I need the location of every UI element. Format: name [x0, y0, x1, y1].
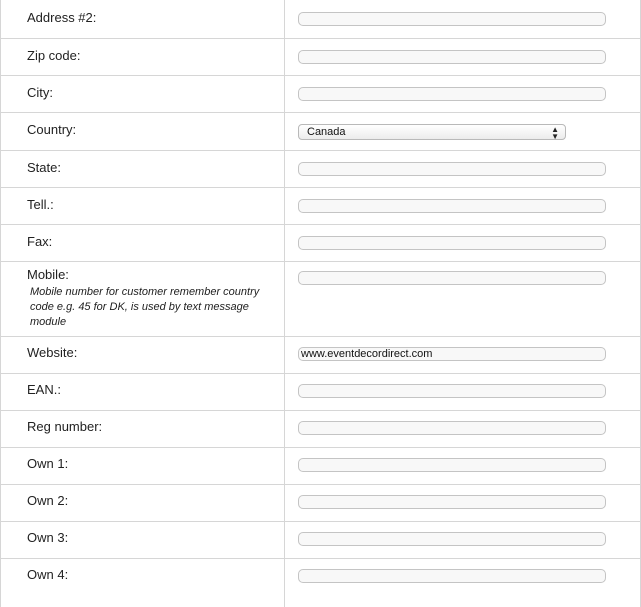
zip-label: Zip code: — [27, 48, 81, 63]
city-input[interactable] — [298, 87, 606, 101]
mobile-input[interactable] — [298, 271, 606, 285]
website-input[interactable]: www.eventdecordirect.com — [298, 347, 606, 361]
own3-label: Own 3: — [27, 530, 69, 545]
row-own2 — [1, 485, 640, 522]
own1-input[interactable] — [298, 458, 606, 472]
website-label: Website: — [27, 345, 78, 360]
own2-label: Own 2: — [27, 493, 69, 508]
row-own4 — [1, 559, 640, 607]
state-label: State: — [27, 160, 61, 175]
mobile-help-text: Mobile number for customer remember country code e.g. 45 for DK, is used by text message module — [30, 286, 260, 328]
own4-input[interactable] — [298, 569, 606, 583]
row-address2 — [1, 0, 640, 39]
city-label: City: — [27, 85, 53, 100]
own1-label: Own 1: — [27, 456, 69, 471]
ean-label: EAN.: — [27, 382, 61, 397]
state-input[interactable] — [298, 162, 606, 176]
updown-arrows-icon: ▲ ▼ — [551, 125, 559, 141]
address2-input[interactable] — [298, 12, 606, 26]
country-label: Country: — [27, 122, 77, 137]
own2-input[interactable] — [298, 495, 606, 509]
row-tell — [1, 188, 640, 225]
tell-label: Tell.: — [27, 197, 54, 212]
tell-input[interactable] — [298, 199, 606, 213]
reg-number-input[interactable] — [298, 421, 606, 435]
row-mobile — [1, 262, 640, 337]
row-website — [1, 337, 640, 374]
row-country — [1, 113, 640, 151]
row-reg-number — [1, 411, 640, 448]
address2-label: Address #2: — [27, 10, 97, 25]
fax-label: Fax: — [27, 234, 53, 249]
country-select[interactable] — [298, 124, 566, 140]
row-own3 — [1, 522, 640, 559]
own4-label: Own 4: — [27, 567, 69, 582]
row-zip — [1, 39, 640, 76]
own3-input[interactable] — [298, 532, 606, 546]
fax-input[interactable] — [298, 236, 606, 250]
row-city — [1, 76, 640, 113]
zip-input[interactable] — [298, 50, 606, 64]
ean-input[interactable] — [298, 384, 606, 398]
row-ean — [1, 374, 640, 411]
reg-number-label: Reg number: — [27, 419, 103, 434]
row-state — [1, 151, 640, 188]
mobile-label: Mobile: — [27, 267, 69, 282]
row-own1 — [1, 448, 640, 485]
row-fax — [1, 225, 640, 262]
country-selected-value: Canada — [307, 126, 346, 138]
